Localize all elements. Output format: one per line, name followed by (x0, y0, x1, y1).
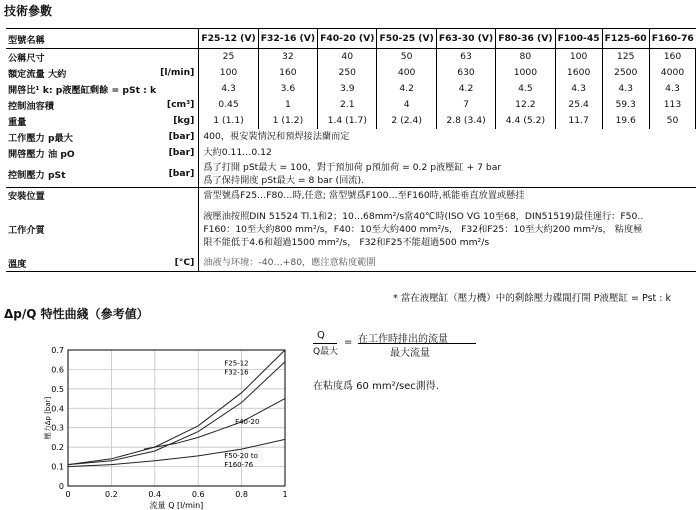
y-tick-label: 0.2 (51, 443, 64, 453)
table-cell: 125 (602, 49, 649, 65)
row-unit: [cm³] (158, 97, 199, 113)
x-tick-label: 0.4 (148, 490, 162, 499)
table-cell: 113 (649, 97, 696, 113)
y-tick-label: 0.4 (51, 404, 64, 414)
row-unit: [kg] (158, 113, 199, 129)
description-line: 限不能低于4.6和超過1500 mm²/s， F32和F25不能超過500 mm²/s (203, 236, 490, 248)
table-cell: 160 (649, 49, 696, 65)
table-cell: 3.6 (258, 81, 317, 97)
table-cell: 1 (1.2) (258, 113, 317, 129)
footnote: * 當在液壓缸（壓力機）中的剩餘壓力碟閥打開 P液壓缸 = Pst : k (393, 293, 671, 304)
x-axis-label: 流量 Q [l/min] (149, 501, 204, 510)
table-cell: 4.3 (649, 81, 696, 97)
description-line: 爲了打開 pSt最大 = 100，對于預加荷 p預加荷 = 0.2 p液壓缸 + 7 bar (203, 161, 502, 173)
table-cell: 4 (377, 97, 436, 113)
characteristic-chart (0, 320, 310, 510)
row-unit (158, 187, 199, 203)
y-tick-label: 0.3 (51, 423, 64, 433)
table-row (6, 113, 696, 129)
description-line: 爲了保持開度 pSt最大 = 8 bar (回流). (203, 174, 364, 186)
model-header-cell: F80-36 (V) (496, 29, 555, 49)
series-line (68, 359, 285, 465)
row-label: 控制壓力 pSt (8, 169, 66, 181)
row-label: 溫度 (6, 255, 158, 271)
table-row (6, 97, 696, 113)
row-unit (158, 81, 199, 97)
row-description (199, 161, 696, 188)
table-row (6, 203, 696, 255)
table-cell: 1 (258, 97, 317, 113)
table-cell: 11.7 (555, 113, 602, 129)
model-header-cell: F63-30 (V) (436, 29, 495, 49)
table-cell: 2500 (602, 65, 649, 81)
table-cell: 4.3 (199, 81, 258, 97)
table-row (6, 145, 696, 161)
y-tick-label: 0.5 (51, 384, 64, 394)
row-label: 工作介質 (8, 225, 45, 236)
table-cell: 50 (649, 113, 696, 129)
table-row (6, 161, 696, 188)
row-label: 工作壓力 p最大 (8, 132, 73, 144)
spec-table (6, 28, 696, 272)
x-tick-label: 1 (282, 490, 288, 499)
row-unit (158, 49, 199, 65)
table-cell: 2.1 (318, 97, 377, 113)
model-header-cell: F25-12 (V) (199, 29, 258, 49)
table-cell: 80 (496, 49, 555, 65)
table-cell: 25.4 (555, 97, 602, 113)
y-tick-label: 0.7 (51, 346, 64, 355)
row-label: 重量 (8, 116, 27, 128)
row-unit: [°C] (158, 255, 199, 271)
row-label: 控制油容積 (8, 100, 54, 112)
table-cell: 4.3 (555, 81, 602, 97)
table-cell: 2 (2.4) (377, 113, 436, 129)
table-cell: 4.2 (436, 81, 495, 97)
table-header-row (6, 29, 696, 49)
row-description (199, 187, 696, 203)
row-label: 開啓壓力 油 pO (8, 148, 75, 160)
table-cell: 4.5 (496, 81, 555, 97)
x-tick-label: 0.8 (235, 490, 248, 499)
row-label: 額定流量 大約 (8, 68, 67, 80)
model-header-cell: F160-76 (649, 29, 696, 49)
table-cell: 59.3 (602, 97, 649, 113)
formula-rhs-numerator: 在工作時排出的流量 (358, 334, 448, 345)
table-cell: 4000 (649, 65, 696, 81)
row-label: 安裝位置 (6, 187, 158, 203)
table-cell: 630 (436, 65, 495, 81)
series-label: F32-16 (224, 368, 249, 377)
formula-equals: = (344, 337, 353, 348)
table-cell: 1600 (555, 65, 602, 81)
series-label: F160-76 (224, 460, 254, 469)
row-unit: [l/min] (158, 65, 199, 81)
header-label-cell: 型號名稱 (6, 29, 158, 49)
table-cell: 4.2 (377, 81, 436, 97)
x-tick-label: 0 (65, 490, 71, 499)
table-cell: 250 (318, 65, 377, 81)
table-cell: 400 (377, 65, 436, 81)
header-unit-cell (158, 29, 199, 49)
table-cell: 100 (199, 65, 258, 81)
viscosity-note: 在粘度爲 60 mm²/sec測得. (313, 381, 439, 392)
description-line: 當型號爲F25…F80…時,任意; 當型號爲F100…至F160時,衹能垂直放置或懸挂 (203, 189, 525, 201)
model-header-cell: F40-20 (V) (318, 29, 377, 49)
formula-rhs-denominator: 最大流量 (390, 348, 430, 359)
table-row (6, 81, 696, 97)
table-cell: 1 (1.1) (199, 113, 258, 129)
model-header-cell: F50-25 (V) (377, 29, 436, 49)
table-cell: 32 (258, 49, 317, 65)
table-cell: 25 (199, 49, 258, 65)
description-line: 油液与环境：-40…+80，應注意粘度範圍 (203, 257, 376, 269)
row-label: 開啓比¹ k: p液壓缸剩餘 = pSt : k (8, 84, 157, 96)
table-row (6, 187, 696, 203)
series-label: F40-20 (235, 417, 260, 426)
table-cell: 40 (318, 49, 377, 65)
table-row (6, 65, 696, 81)
y-tick-label: 0.1 (51, 462, 64, 472)
table-cell: 7 (436, 97, 495, 113)
table-cell: 2.8 (3.4) (436, 113, 495, 129)
table-row (6, 255, 696, 271)
row-unit: [bar] (158, 161, 199, 188)
table-cell: 63 (436, 49, 495, 65)
row-unit: [bar] (158, 145, 199, 161)
row-description (199, 129, 696, 145)
row-label: 公稱尺寸 (8, 52, 45, 64)
description-line: 大約0.11…0.12 (203, 147, 272, 158)
table-cell: 19.6 (602, 113, 649, 129)
table-cell: 4.4 (5.2) (496, 113, 555, 129)
table-row (6, 129, 696, 145)
table-cell: 1000 (496, 65, 555, 81)
chart-title: Δp/Q 特性曲綫（參考値） (4, 307, 149, 321)
y-tick-label: 0 (58, 482, 64, 491)
x-tick-label: 0.6 (191, 490, 205, 499)
row-unit (158, 203, 199, 255)
table-cell: 100 (555, 49, 602, 65)
x-tick-label: 0.2 (105, 490, 118, 499)
description-line: F160：10至大約800 mm²/s，F40：10至大約400 mm²/s， F32和F25：10至大約200 mm²/s， 粘度極 (203, 223, 643, 235)
series-label: F25-12 (224, 359, 249, 368)
model-header-cell: F32-16 (V) (258, 29, 317, 49)
y-tick-label: 0.6 (51, 365, 64, 375)
table-cell: 1.4 (1.7) (318, 113, 377, 129)
table-cell: 0.45 (199, 97, 258, 113)
table-cell: 3.9 (318, 81, 377, 97)
y-axis-label: 壓力Δp [bar] (44, 396, 52, 440)
description-line: 液壓油按照DIN 51524 Tl.1和2；10…68mm²/s當40℃時(ISO VG 10至68，DIN51519)最佳運行：F50.. (203, 210, 644, 222)
table-cell: 50 (377, 49, 436, 65)
row-unit: [bar] (158, 129, 199, 145)
model-header-cell: F125-60 (602, 29, 649, 49)
series-label: F50-20 to (224, 451, 258, 460)
model-header-cell: F100-45 (555, 29, 602, 49)
table-cell: 160 (258, 65, 317, 81)
row-description (199, 145, 696, 161)
description-line: 400，視安裝情況和預焊接法蘭而定 (203, 131, 350, 142)
page-heading: 技術參數 (4, 4, 53, 18)
row-description (199, 255, 696, 271)
row-description (199, 203, 696, 255)
formula-lhs-numerator: Q (317, 330, 325, 341)
table-cell: 4.3 (602, 81, 649, 97)
formula-lhs-denominator: Q最大 (313, 347, 339, 357)
table-cell: 12.2 (496, 97, 555, 113)
table-row (6, 49, 696, 65)
